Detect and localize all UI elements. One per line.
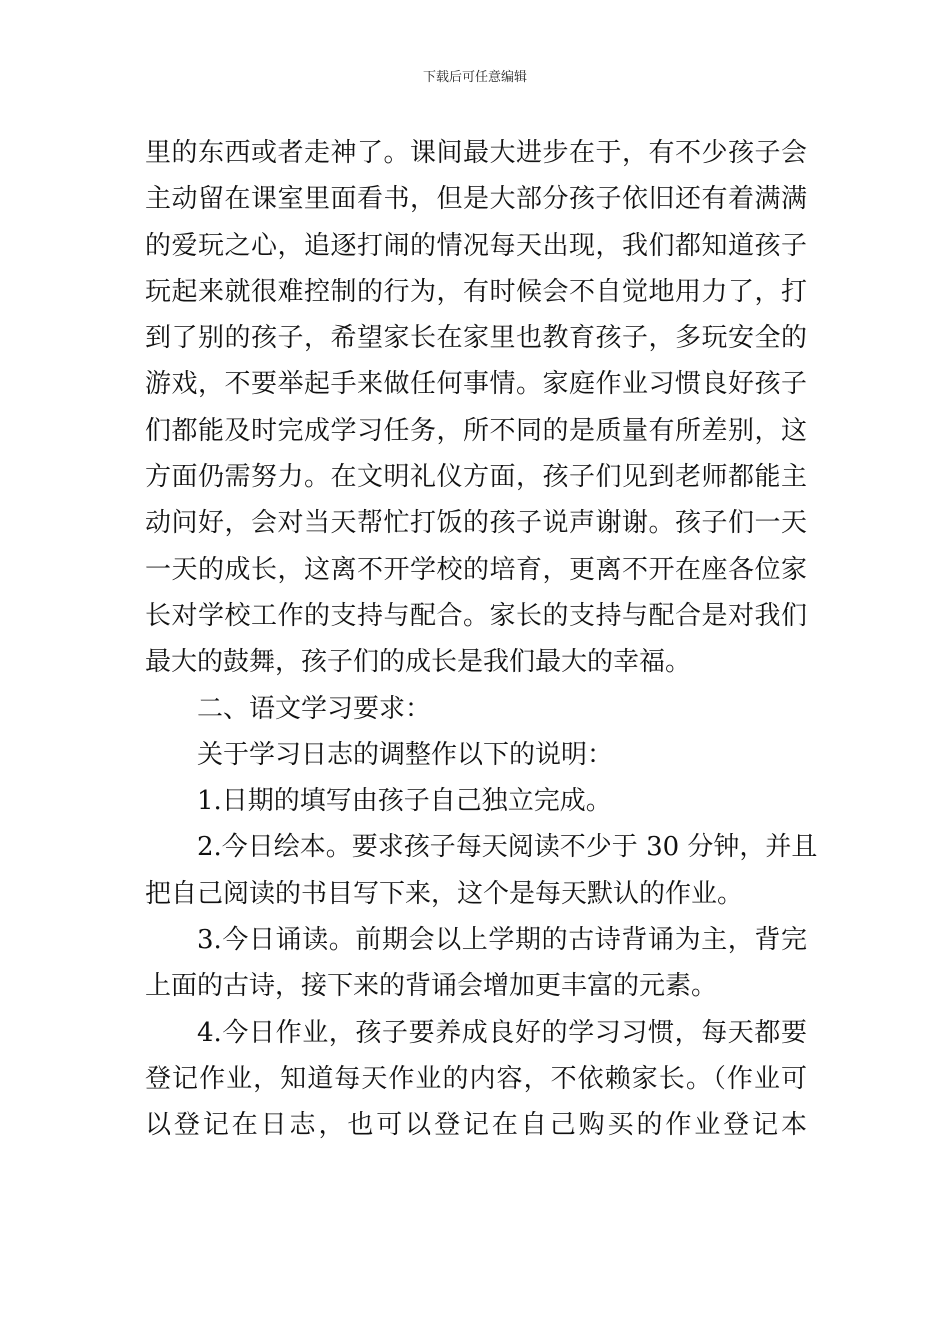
text-line: 里的东西或者走神了。课间最大进步在于，有不少孩子会 — [145, 138, 807, 168]
text-line: 动问好，会对当天帮忙打饭的孩子说声谢谢。孩子们一天 — [145, 508, 807, 539]
text-line: 关于学习日志的调整作以下的说明： — [197, 739, 614, 770]
text-line: 一天的成长，这离不开学校的培育，更离不开在座各位家 — [145, 554, 807, 585]
text-line: 到了别的孩子，希望家长在家里也教育孩子，多玩安全的 — [145, 323, 807, 354]
page-header-note: 下载后可任意编辑 — [422, 70, 527, 85]
text-line: 把自己阅读的书目写下来，这个是每天默认的作业。 — [145, 878, 744, 909]
list-item: 2.今日绘本。要求孩子每天阅读不少于 30 分钟，并且 — [197, 832, 818, 863]
text-line: 们都能及时完成学习任务，所不同的是质量有所差别，这 — [145, 415, 807, 446]
text-line: 上面的古诗，接下来的背诵会增加更丰富的元素。 — [145, 971, 718, 1002]
text-line: 玩起来就很难控制的行为，有时候会不自觉地用力了，打 — [145, 276, 807, 307]
text-line: 的爱玩之心，追逐打闹的情况每天出现，我们都知道孩子 — [145, 230, 807, 261]
list-item: 3.今日诵读。前期会以上学期的古诗背诵为主，背完 — [197, 925, 807, 956]
text-line: 游戏，不要举起手来做任何事情。家庭作业习惯良好孩子 — [145, 369, 807, 400]
document-body — [145, 130, 818, 1149]
list-item: 1.日期的填写由孩子自己独立完成。 — [197, 786, 612, 817]
section-heading: 二、语文学习要求： — [197, 693, 432, 724]
text-line: 登记作业，知道每天作业的内容，不依赖家长。（作业可 — [145, 1063, 807, 1094]
text-line: 以登记在日志，也可以登记在自己购买的作业登记本 — [145, 1110, 807, 1141]
text-line: 方面仍需努力。在文明礼仪方面，孩子们见到老师都能主 — [145, 462, 807, 493]
text-line: 长对学校工作的支持与配合。家长的支持与配合是对我们 — [145, 600, 807, 631]
text-line: 最大的鼓舞，孩子们的成长是我们最大的幸福。 — [145, 647, 692, 678]
text-line: 主动留在课室里面看书，但是大部分孩子依旧还有着满满 — [145, 184, 807, 215]
list-item: 4.今日作业，孩子要养成良好的学习习惯，每天都要 — [197, 1017, 807, 1048]
